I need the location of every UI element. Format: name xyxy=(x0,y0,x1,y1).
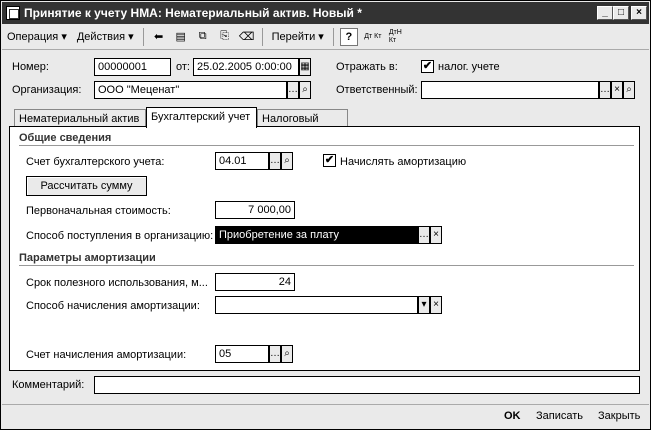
responsible-field[interactable] xyxy=(421,81,599,99)
minimize-button[interactable]: _ xyxy=(597,6,613,20)
unpost-document-icon[interactable]: ⌫ xyxy=(238,31,255,43)
initial-cost-field[interactable]: 7 000,00 xyxy=(215,201,295,219)
amortization-section-title: Параметры амортизации xyxy=(19,252,156,264)
toolbar xyxy=(2,24,649,50)
document-view-icon[interactable]: ▤ xyxy=(175,31,186,43)
toolbar-separator xyxy=(262,28,263,46)
toolbar-separator xyxy=(333,28,334,46)
date-label: от: xyxy=(176,61,190,73)
number-field[interactable]: 00000001 xyxy=(94,58,171,76)
search-icon[interactable]: ⌕ xyxy=(281,152,293,170)
search-icon[interactable]: ⌕ xyxy=(623,81,635,99)
dtn-kt-icon[interactable]: ДтН Кт xyxy=(388,28,402,44)
clear-icon[interactable]: × xyxy=(430,296,442,314)
amortization-account-field[interactable]: 05 xyxy=(215,345,269,363)
useful-life-label: Срок полезного использования, м... xyxy=(26,277,208,289)
back-arrow-icon[interactable]: ⬅ xyxy=(154,31,164,43)
toolbar-separator xyxy=(143,28,144,46)
help-icon[interactable]: ? xyxy=(340,28,358,46)
document-icon xyxy=(6,6,20,20)
responsible-label: Ответственный: xyxy=(336,84,418,96)
reflect-label: Отражать в: xyxy=(336,61,398,73)
close-button[interactable]: Закрыть xyxy=(598,410,641,422)
save-button[interactable]: Записать xyxy=(536,410,584,422)
amortization-method-field[interactable] xyxy=(215,296,418,314)
amortization-account-select-button[interactable]: … xyxy=(269,345,281,363)
clear-icon[interactable]: × xyxy=(430,226,442,244)
menu-goto[interactable]: Перейти ▾ xyxy=(271,31,324,43)
amortization-account-label: Счет начисления амортизации: xyxy=(26,349,187,361)
maximize-button[interactable]: □ xyxy=(613,6,629,20)
tab-accounting[interactable]: Бухгалтерский учет xyxy=(146,107,257,128)
accrue-amortization-label: Начислять амортизацию xyxy=(340,156,467,168)
dt-kt-icon[interactable]: Дт Кт xyxy=(364,32,382,40)
search-icon[interactable]: ⌕ xyxy=(281,345,293,363)
section-divider xyxy=(19,265,634,266)
account-select-button[interactable]: … xyxy=(269,152,281,170)
calendar-icon[interactable]: ▦ xyxy=(299,58,311,76)
amortization-method-label: Способ начисления амортизации: xyxy=(26,300,200,312)
tab-intangible-asset[interactable]: Нематериальный актив xyxy=(14,109,146,128)
copy-document-icon[interactable]: ⧉ xyxy=(198,30,207,42)
comment-field[interactable] xyxy=(94,376,640,394)
accrue-amortization-checkbox[interactable]: ✔ xyxy=(324,154,335,166)
general-section-title: Общие сведения xyxy=(19,132,112,144)
useful-life-field[interactable]: 24 xyxy=(215,273,295,291)
section-divider xyxy=(19,145,634,146)
calculate-sum-button[interactable]: Рассчитать сумму xyxy=(26,176,147,196)
window-title: Принятие к учету НМА: Нематериальный актив. Новый * xyxy=(24,6,362,20)
tab-tax-accounting[interactable]: Налоговый xyxy=(257,109,348,128)
post-document-icon[interactable]: ⎘ xyxy=(220,30,230,42)
organization-select-button[interactable]: … xyxy=(287,81,299,99)
date-field[interactable]: 25.02.2005 0:00:00 xyxy=(193,58,299,76)
account-field[interactable]: 04.01 xyxy=(215,152,269,170)
ok-button[interactable]: OK xyxy=(504,410,521,422)
close-window-button[interactable]: × xyxy=(631,6,647,20)
chevron-down-icon[interactable]: ▾ xyxy=(418,296,430,314)
tax-accounting-checkbox[interactable]: ✔ xyxy=(422,60,433,72)
receipt-select-button[interactable]: … xyxy=(418,226,430,244)
responsible-select-button[interactable]: … xyxy=(599,81,611,99)
comment-label: Комментарий: xyxy=(12,379,85,391)
initial-cost-label: Первоначальная стоимость: xyxy=(26,205,171,217)
receipt-method-field[interactable]: Приобретение за плату xyxy=(215,226,418,244)
title-bar xyxy=(2,2,649,24)
footer-bar xyxy=(2,404,649,428)
number-label: Номер: xyxy=(12,61,49,73)
menu-actions[interactable]: Действия ▾ xyxy=(76,31,134,43)
organization-field[interactable]: ООО "Меценат" xyxy=(94,81,287,99)
search-icon[interactable]: ⌕ xyxy=(299,81,311,99)
tax-accounting-label: налог. учете xyxy=(438,61,500,73)
account-label: Счет бухгалтерского учета: xyxy=(26,156,165,168)
clear-icon[interactable]: × xyxy=(611,81,623,99)
menu-operation[interactable]: Операция ▾ xyxy=(7,31,67,43)
organization-label: Организация: xyxy=(12,84,82,96)
receipt-method-label: Способ поступления в организацию: xyxy=(26,230,214,242)
